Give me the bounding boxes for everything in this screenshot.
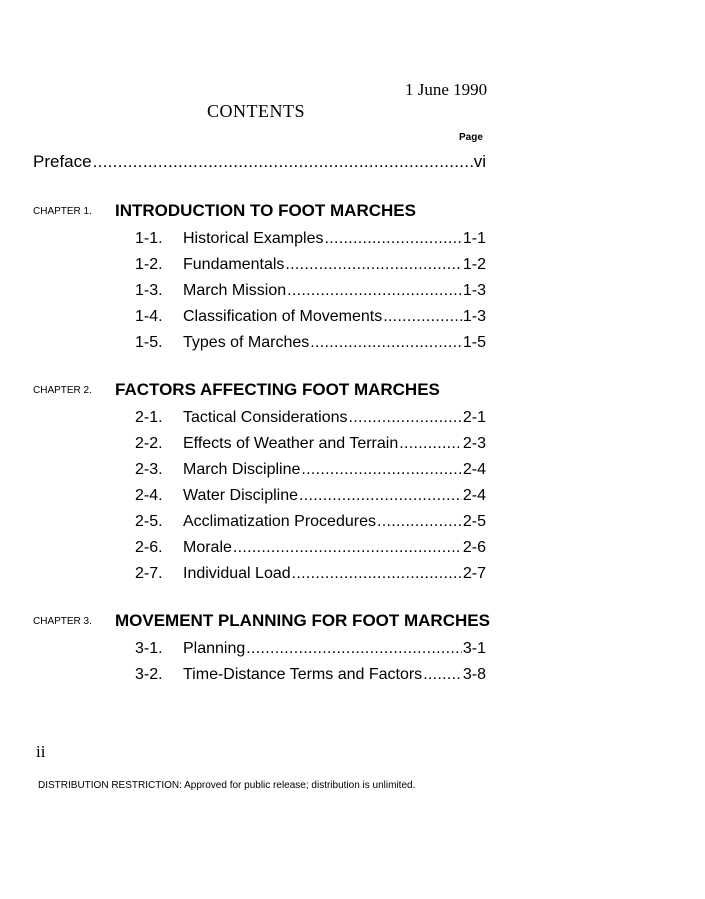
toc-entry[interactable] [183, 461, 486, 479]
entry-page: 2-1 [462, 409, 486, 426]
entry-page: 1-3 [462, 282, 486, 299]
section-number: 1-2. [135, 256, 163, 273]
entry-title: Morale [183, 539, 232, 556]
document-date: 1 June 1990 [405, 80, 488, 99]
entry-page: 3-1 [462, 640, 486, 657]
entry-title: Time-Distance Terms and Factors [183, 666, 423, 683]
dot-leader [285, 256, 461, 274]
dot-leader [299, 487, 462, 505]
section-number: 1-5. [135, 334, 163, 351]
entry-page: 1-5 [462, 334, 486, 351]
entry-title: Fundamentals [183, 256, 285, 273]
toc-entry-preface[interactable] [33, 152, 486, 172]
toc-entry[interactable] [183, 282, 486, 300]
entry-title: Planning [183, 640, 246, 657]
dot-leader [324, 230, 461, 248]
toc-entry[interactable] [183, 256, 486, 274]
chapter-label: CHAPTER 1. [33, 206, 92, 217]
toc-entry[interactable] [183, 666, 486, 684]
toc-entry[interactable] [183, 308, 486, 326]
entry-title: March Discipline [183, 461, 301, 478]
entry-title: Acclimatization Procedures [183, 513, 376, 530]
entry-title: Classification of Movements [183, 308, 383, 325]
toc-entry[interactable] [183, 539, 486, 557]
entry-page: 2-4 [462, 461, 486, 478]
section-number: 1-4. [135, 308, 163, 325]
distribution-restriction: DISTRIBUTION RESTRICTION: Approved for public release; distribution is unlimited. [38, 780, 416, 791]
entry-title: Water Discipline [183, 487, 298, 504]
section-number: 3-2. [135, 666, 163, 683]
section-number: 3-1. [135, 640, 163, 657]
section-number: 1-1. [135, 230, 163, 247]
entry-title: Preface [33, 152, 92, 171]
toc-entry[interactable] [183, 334, 486, 352]
dot-leader [377, 513, 462, 531]
toc-entry[interactable] [183, 435, 486, 453]
section-number: 1-3. [135, 282, 163, 299]
dot-leader [246, 640, 462, 658]
entry-title: Historical Examples [183, 230, 324, 247]
section-number: 2-7. [135, 565, 163, 582]
dot-leader [287, 282, 462, 300]
toc-entry[interactable] [183, 640, 486, 658]
entry-page: 3-8 [462, 666, 486, 683]
page-number: ii [36, 742, 46, 761]
section-number: 2-5. [135, 513, 163, 530]
dot-leader [349, 409, 462, 427]
chapter-title[interactable]: MOVEMENT PLANNING FOR FOOT MARCHES [115, 611, 490, 630]
chapter-title[interactable]: INTRODUCTION TO FOOT MARCHES [115, 201, 416, 220]
section-number: 2-4. [135, 487, 163, 504]
chapter-label: CHAPTER 3. [33, 616, 92, 627]
entry-page: 1-1 [462, 230, 486, 247]
entry-title: Individual Load [183, 565, 291, 582]
entry-title: Tactical Considerations [183, 409, 348, 426]
toc-entry[interactable] [183, 513, 486, 531]
entry-page: vi [473, 152, 486, 171]
entry-page: 2-6 [462, 539, 486, 556]
section-number: 2-1. [135, 409, 163, 426]
entry-page: 2-3 [462, 435, 486, 452]
entry-page: 2-7 [462, 565, 486, 582]
entry-page: 2-5 [462, 513, 486, 530]
dot-leader [383, 308, 462, 326]
entry-page: 2-4 [462, 487, 486, 504]
section-number: 2-6. [135, 539, 163, 556]
dot-leader [399, 435, 462, 453]
dot-leader [423, 666, 462, 684]
toc-entry[interactable] [183, 230, 486, 248]
entry-title: Effects of Weather and Terrain [183, 435, 399, 452]
dot-leader [93, 152, 473, 172]
chapter-title[interactable]: FACTORS AFFECTING FOOT MARCHES [115, 380, 440, 399]
dot-leader [301, 461, 462, 479]
toc-entry[interactable] [183, 487, 486, 505]
page-column-label: Page [459, 132, 483, 143]
page-title: CONTENTS [207, 101, 305, 121]
toc-entry[interactable] [183, 409, 486, 427]
section-number: 2-2. [135, 435, 163, 452]
entry-title: Types of Marches [183, 334, 310, 351]
entry-page: 1-3 [462, 308, 486, 325]
toc-entry[interactable] [183, 565, 486, 583]
entry-page: 1-2 [462, 256, 486, 273]
dot-leader [310, 334, 462, 352]
section-number: 2-3. [135, 461, 163, 478]
chapter-label: CHAPTER 2. [33, 385, 92, 396]
dot-leader [233, 539, 462, 557]
entry-title: March Mission [183, 282, 287, 299]
dot-leader [292, 565, 462, 583]
